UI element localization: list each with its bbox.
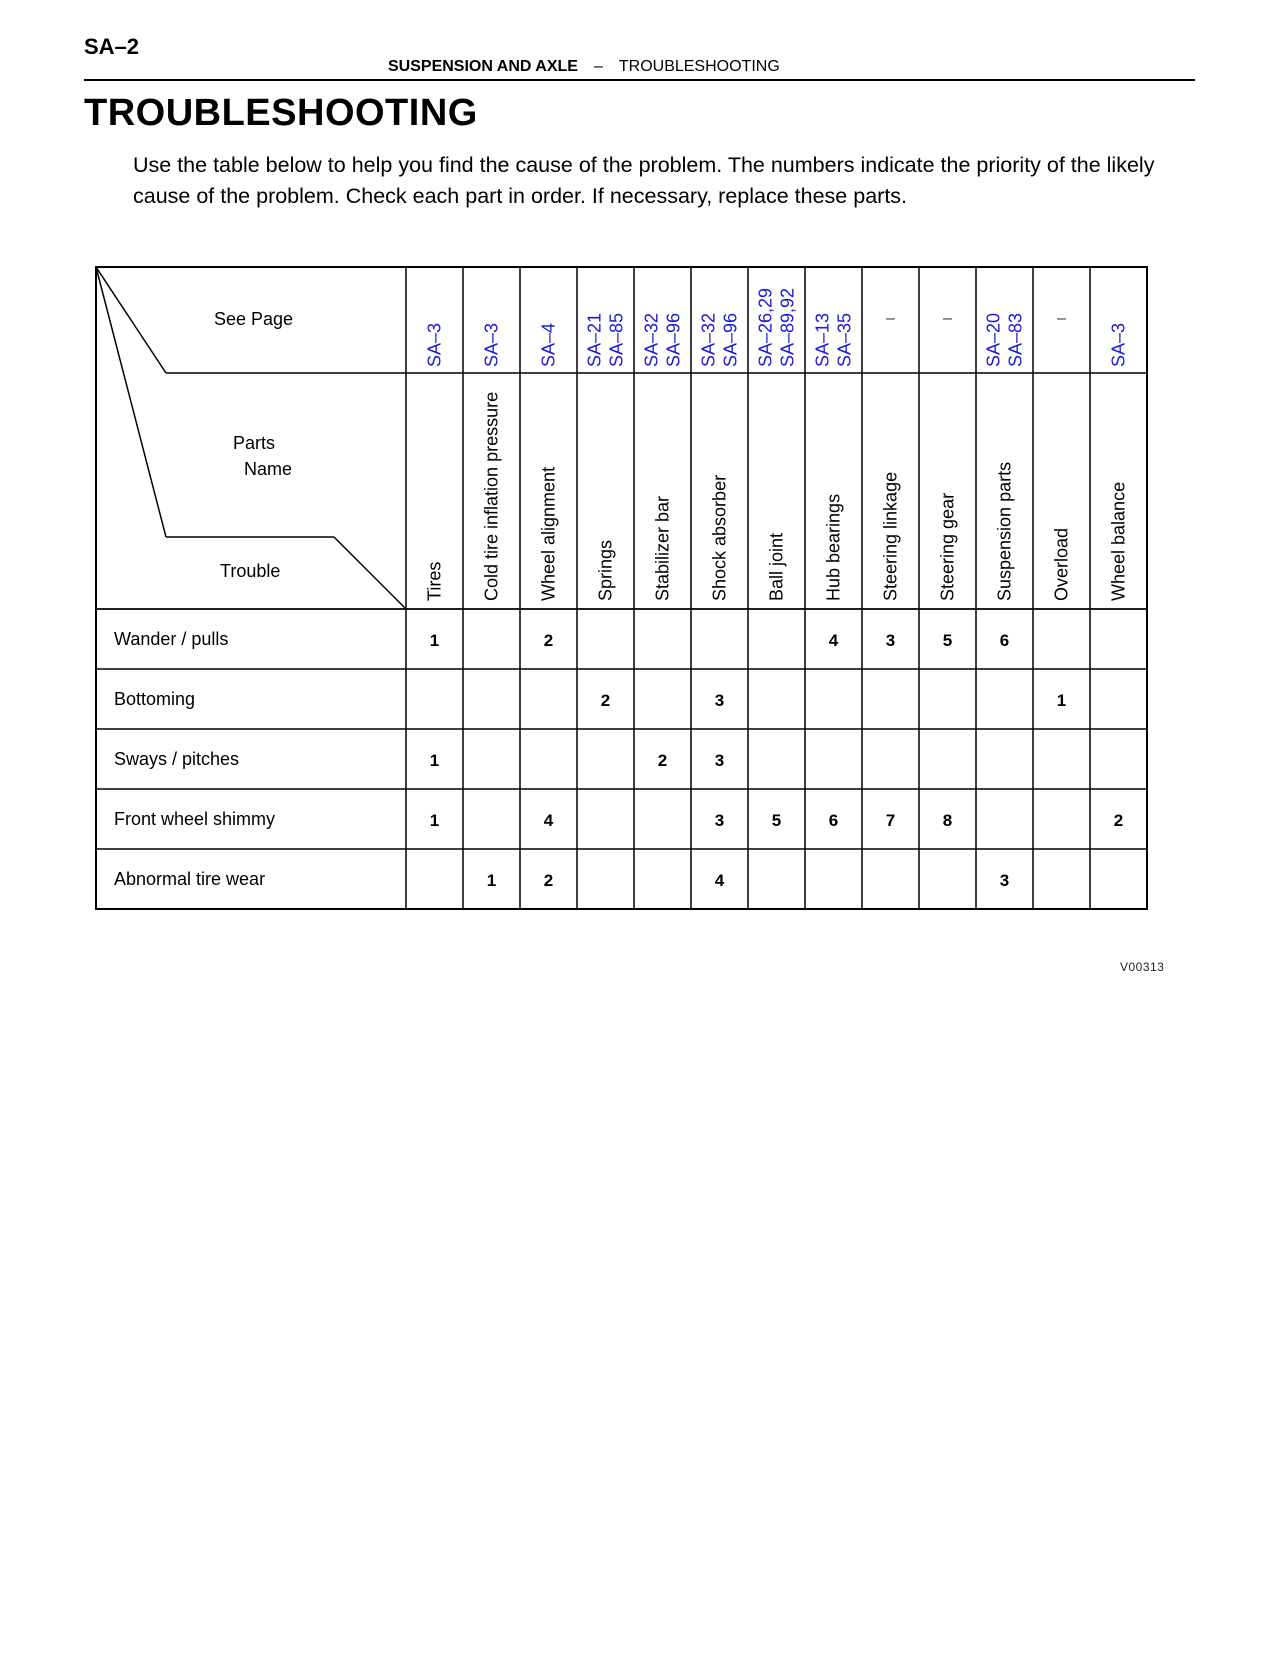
page-ref-link: SA–35 — [834, 312, 855, 367]
page-ref-link: SA–3 — [1108, 322, 1129, 367]
header-rule — [84, 79, 1195, 81]
page-ref-link: SA–89,92 — [777, 287, 798, 367]
corner-trouble-label: Trouble — [220, 561, 281, 581]
page-ref-link: SA–4 — [538, 322, 559, 367]
priority-number: 2 — [600, 691, 611, 710]
part-name-label: Hub bearings — [823, 493, 844, 601]
page-ref-link: SA–83 — [1005, 312, 1026, 367]
priority-number: 6 — [828, 811, 839, 830]
priority-number: 1 — [1056, 691, 1067, 710]
priority-number: 3 — [714, 751, 725, 770]
part-name-label: Steering gear — [937, 492, 958, 601]
part-name-label: Springs — [595, 539, 616, 601]
priority-number: 7 — [885, 811, 896, 830]
intro-paragraph: Use the table below to help you find the cause of the problem. The numbers indicate the priority of the likely cause of the problem. Check each part in order. If necessary, replace these parts. — [133, 153, 1155, 208]
troubleshooting-table — [95, 266, 1155, 931]
part-name-label: Tires — [424, 561, 445, 601]
page-ref-dash: – — [886, 310, 895, 327]
corner-trouble-line — [334, 537, 406, 609]
part-name-label: Cold tire inflation pressure — [481, 391, 502, 601]
page-ref-link: SA–3 — [481, 322, 502, 367]
page-ref-link: SA–13 — [812, 312, 833, 367]
priority-number: 3 — [714, 811, 725, 830]
page-ref-link: SA–85 — [606, 312, 627, 367]
priority-number: 2 — [1113, 811, 1124, 830]
priority-number: 2 — [543, 871, 554, 890]
page-number: SA–2 — [84, 34, 140, 59]
trouble-label: Front wheel shimmy — [114, 809, 276, 829]
priority-number: 1 — [429, 751, 440, 770]
page-ref-link: SA–3 — [424, 322, 445, 367]
priority-number: 1 — [486, 871, 497, 890]
page-ref-link: SA–26,29 — [755, 287, 776, 367]
page-ref-link: SA–96 — [720, 312, 741, 367]
corner-see-page-label: See Page — [214, 309, 294, 329]
priority-number: 5 — [942, 631, 953, 650]
priority-number: 5 — [771, 811, 782, 830]
page-ref-dash: – — [1057, 310, 1066, 327]
priority-number: 8 — [942, 811, 953, 830]
header-separator: – — [593, 58, 603, 75]
corner-diagonal-line — [96, 267, 166, 373]
priority-number: 4 — [543, 811, 554, 830]
page-ref-link: SA–32 — [641, 312, 662, 367]
corner-parts-label: Parts — [233, 433, 276, 453]
priority-number: 3 — [885, 631, 896, 650]
corner-name-label: Name — [244, 459, 293, 479]
priority-number: 3 — [714, 691, 725, 710]
part-name-label: Suspension parts — [994, 461, 1015, 601]
priority-number: 1 — [429, 811, 440, 830]
trouble-label: Abnormal tire wear — [114, 869, 266, 889]
priority-number: 2 — [543, 631, 554, 650]
part-name-label: Shock absorber — [709, 474, 730, 601]
page-title: TROUBLESHOOTING — [84, 92, 478, 134]
part-name-label: Wheel alignment — [538, 466, 559, 601]
part-name-label: Overload — [1051, 527, 1072, 601]
trouble-label: Wander / pulls — [114, 629, 229, 649]
priority-number: 4 — [828, 631, 839, 650]
part-name-label: Ball joint — [766, 532, 787, 601]
part-name-label: Wheel balance — [1108, 481, 1129, 601]
page-ref-dash: – — [943, 310, 952, 327]
priority-number: 1 — [429, 631, 440, 650]
priority-number: 3 — [999, 871, 1010, 890]
subsection-name: TROUBLESHOOTING — [618, 58, 780, 75]
priority-number: 2 — [657, 751, 668, 770]
priority-number: 4 — [714, 871, 725, 890]
page-ref-link: SA–32 — [698, 312, 719, 367]
running-header — [388, 58, 780, 76]
trouble-label: Bottoming — [114, 689, 196, 709]
page-ref-link: SA–21 — [584, 312, 605, 367]
page-ref-link: SA–20 — [983, 312, 1004, 367]
troubleshooting-table-grid — [95, 266, 1155, 926]
section-name: SUSPENSION AND AXLE — [388, 58, 578, 75]
priority-number: 6 — [999, 631, 1010, 650]
figure-code: V00313 — [1120, 960, 1165, 974]
trouble-label: Sways / pitches — [114, 749, 240, 769]
part-name-label: Stabilizer bar — [652, 495, 673, 601]
page-ref-link: SA–96 — [663, 312, 684, 367]
corner-diagonal-line — [96, 267, 166, 537]
part-name-label: Steering linkage — [880, 471, 901, 601]
